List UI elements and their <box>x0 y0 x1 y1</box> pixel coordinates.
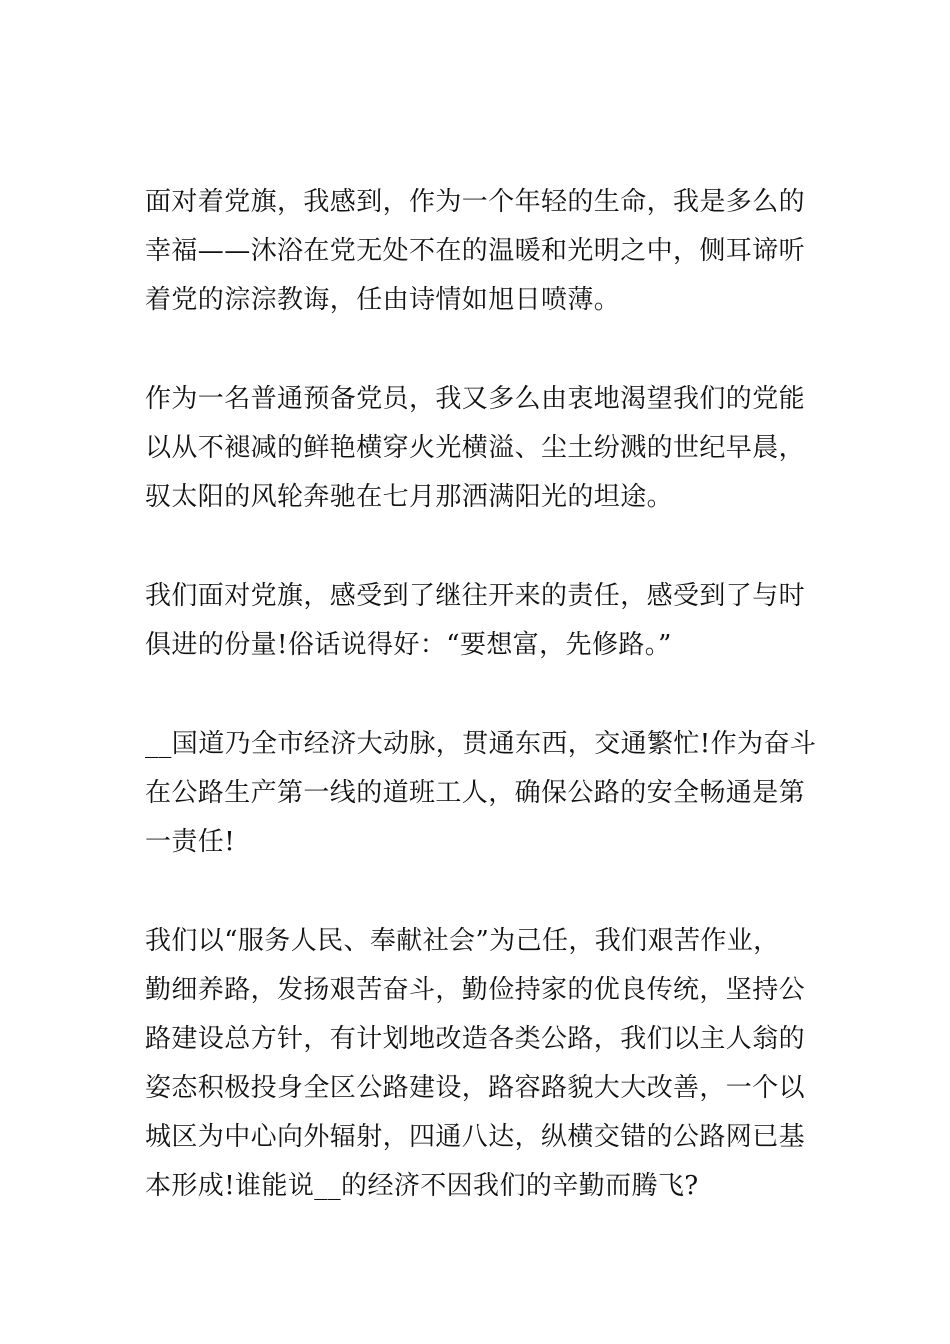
paragraph-line: 着党的淙淙教诲，任由诗情如旭日喷薄。 <box>145 285 621 315</box>
paragraph-line: 我们面对党旗，感受到了继往开来的责任，感受到了与时 <box>145 581 806 611</box>
paragraph-line: 作为一名普通预备党员，我又多么由衷地渴望我们的党能 <box>145 384 806 414</box>
paragraph-line: __国道乃全市经济大动脉，贯通东西，交通繁忙!作为奋斗 <box>145 729 817 759</box>
paragraph-line: 本形成!谁能说__的经济不因我们的辛勤而腾飞? <box>145 1171 699 1201</box>
paragraph-line: 以从不褪减的鲜艳横穿火光横溢、尘土纷溅的世纪早晨， <box>145 433 806 463</box>
paragraph-line: 城区为中心向外辐射，四通八达，纵横交错的公路网已基 <box>145 1122 806 1152</box>
paragraph-line: 路建设总方针，有计划地改造各类公路，我们以主人翁的 <box>145 1024 806 1054</box>
paragraph-line: 一责任! <box>145 827 236 857</box>
document-body <box>145 178 817 1261</box>
paragraph-line: 面对着党旗，我感到，作为一个年轻的生命，我是多么的 <box>145 187 806 217</box>
paragraph-line: 姿态积极投身全区公路建设，路容路貌大大改善，一个以 <box>145 1073 806 1103</box>
paragraph-2 <box>145 375 810 522</box>
paragraph-line: 幸福——沐浴在党无处不在的温暖和光明之中，侧耳谛听 <box>145 236 806 266</box>
paragraph-line: 勤细养路，发扬艰苦奋斗，勤俭持家的优良传统，坚持公 <box>145 975 806 1005</box>
paragraph-line: 我们以“服务人民、奉献社会”为己任，我们艰苦作业， <box>145 926 780 956</box>
paragraph-line: 驭太阳的风轮奔驰在七月那洒满阳光的坦途。 <box>145 482 674 512</box>
paragraph-line: 在公路生产第一线的道班工人，确保公路的安全畅通是第 <box>145 778 806 808</box>
paragraph-4 <box>145 720 817 867</box>
paragraph-3 <box>145 572 810 670</box>
paragraph-1 <box>145 178 810 325</box>
paragraph-line: 俱进的份量!俗话说得好：“要想富，先修路。” <box>145 630 672 660</box>
paragraph-5 <box>145 917 810 1211</box>
